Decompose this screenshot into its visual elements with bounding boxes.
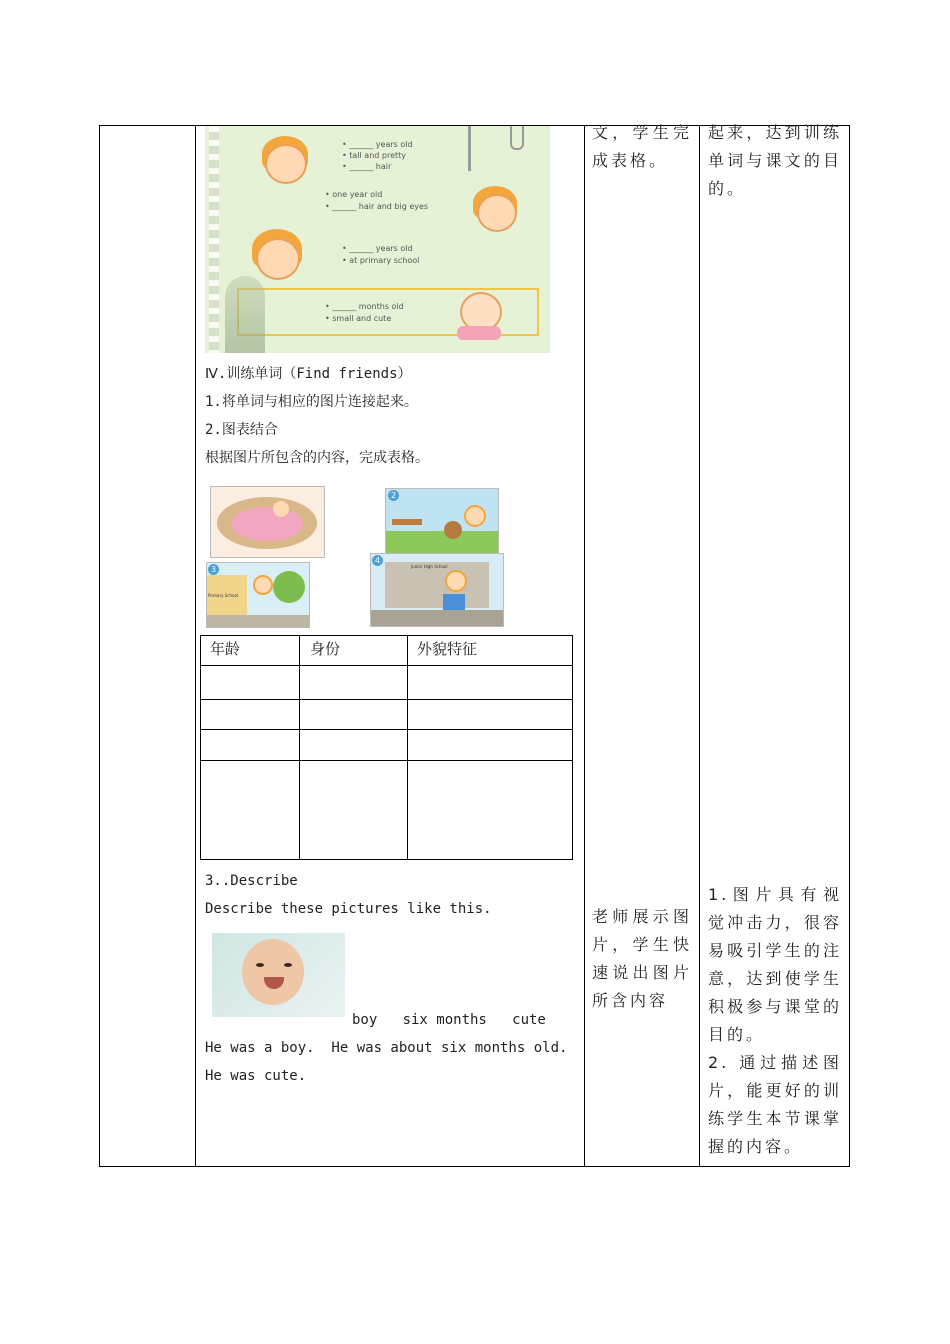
baby1-line2: • ______ hair and big eyes: [325, 202, 428, 211]
section-step-2: 2.图表结合: [205, 422, 278, 438]
table-row-divider-1: [201, 665, 572, 666]
baby2-bib: [457, 326, 501, 340]
table-row-divider-2: [201, 699, 572, 700]
teacher-activity-top: 文，学生完成表格。: [592, 123, 692, 170]
ground: [207, 615, 309, 627]
tree: [273, 571, 305, 603]
answer-table: [200, 635, 573, 860]
table-divider-1: [195, 125, 196, 1167]
table-col-divider-2: [407, 636, 408, 859]
baby1-line1: • one year old: [325, 190, 382, 199]
girl1-line1: • ______ years old: [342, 140, 413, 149]
section-instruction: 根据图片所包含的内容，完成表格。: [205, 450, 429, 466]
girl1-line2: • tall and pretty: [342, 151, 406, 160]
table-header-appearance: 外貌特征: [417, 640, 478, 658]
baby-face: [273, 501, 289, 517]
girl-face: [464, 505, 486, 527]
baby-photo-eye-left: [256, 963, 264, 967]
picture-number: 3: [208, 564, 219, 575]
worksheet-illustration: [205, 126, 550, 353]
table-border-bottom: [99, 1166, 850, 1167]
table-header-identity: 身份: [310, 640, 341, 658]
describe-keywords: boy six months cute: [352, 1012, 546, 1028]
girl2-line1: • ______ years old: [342, 244, 413, 253]
ground: [371, 610, 503, 626]
picture-junior-high-school: [370, 553, 504, 627]
table-col-divider-1: [299, 636, 300, 859]
girl-face: [445, 570, 467, 592]
picture-number: 4: [372, 555, 383, 566]
section-step-1: 1.将单词与相应的图片连接起来。: [205, 394, 418, 410]
school-sign: Primary School: [208, 593, 239, 598]
baby-photo-face: [242, 939, 304, 1005]
teddy-bear-icon: [444, 521, 462, 539]
design-purpose-bottom-2: 2. 通过描述图片，能更好的训练学生本节课掌握的内容。: [708, 1053, 842, 1156]
bench: [392, 519, 422, 525]
divider-bar: [468, 126, 471, 171]
table-divider-3: [699, 125, 700, 1167]
baby-photo-eye-right: [284, 963, 292, 967]
baby2-line2: • small and cute: [325, 314, 391, 323]
describe-title: 3..Describe: [205, 873, 298, 889]
picture-baby-bed: [210, 486, 325, 558]
describe-sentence-2: He was cute.: [205, 1068, 307, 1084]
describe-sentence-1: He was a boy. He was about six months old.: [205, 1040, 568, 1056]
table-header-age: 年龄: [210, 640, 241, 658]
bed-blanket: [231, 507, 303, 541]
picture-number: 2: [388, 490, 399, 501]
table-divider-2: [584, 125, 585, 1167]
picture-primary-school: [206, 562, 310, 628]
paper-clip-icon: [510, 126, 524, 150]
baby-photo: [212, 933, 345, 1017]
table-row-divider-3: [201, 729, 572, 730]
section-title: Ⅳ.训练单词（Find friends）: [205, 366, 412, 382]
girl2-line2: • at primary school: [342, 256, 419, 265]
table-row-divider-4: [201, 760, 572, 761]
girl2-face: [256, 238, 300, 280]
grass: [386, 531, 498, 555]
plant-decoration: [225, 276, 265, 353]
baby1-face: [477, 194, 517, 232]
table-border-right: [849, 125, 850, 1167]
design-purpose-top: 起来，达到训练单词与课文的目的。: [708, 123, 842, 198]
design-purpose-bottom-1: 1.图片具有视觉冲击力，很容易吸引学生的注意，达到使学生积极参与课堂的目的。: [708, 885, 842, 1044]
teacher-activity-bottom: 老师展示图片，学生快速说出图片所含内容: [592, 907, 692, 1010]
picture-girl-park: [385, 488, 499, 556]
girl1-face: [265, 144, 307, 184]
describe-instruction: Describe these pictures like this.: [205, 901, 492, 917]
girl-skirt: [443, 594, 465, 610]
school-sign: Junior High School: [411, 564, 448, 569]
girl-face: [253, 575, 273, 595]
girl1-line3: • ______ hair: [342, 162, 391, 171]
spiral-binding: [209, 126, 219, 353]
baby2-line1: • ______ months old: [325, 302, 404, 311]
table-border-left: [99, 125, 100, 1167]
